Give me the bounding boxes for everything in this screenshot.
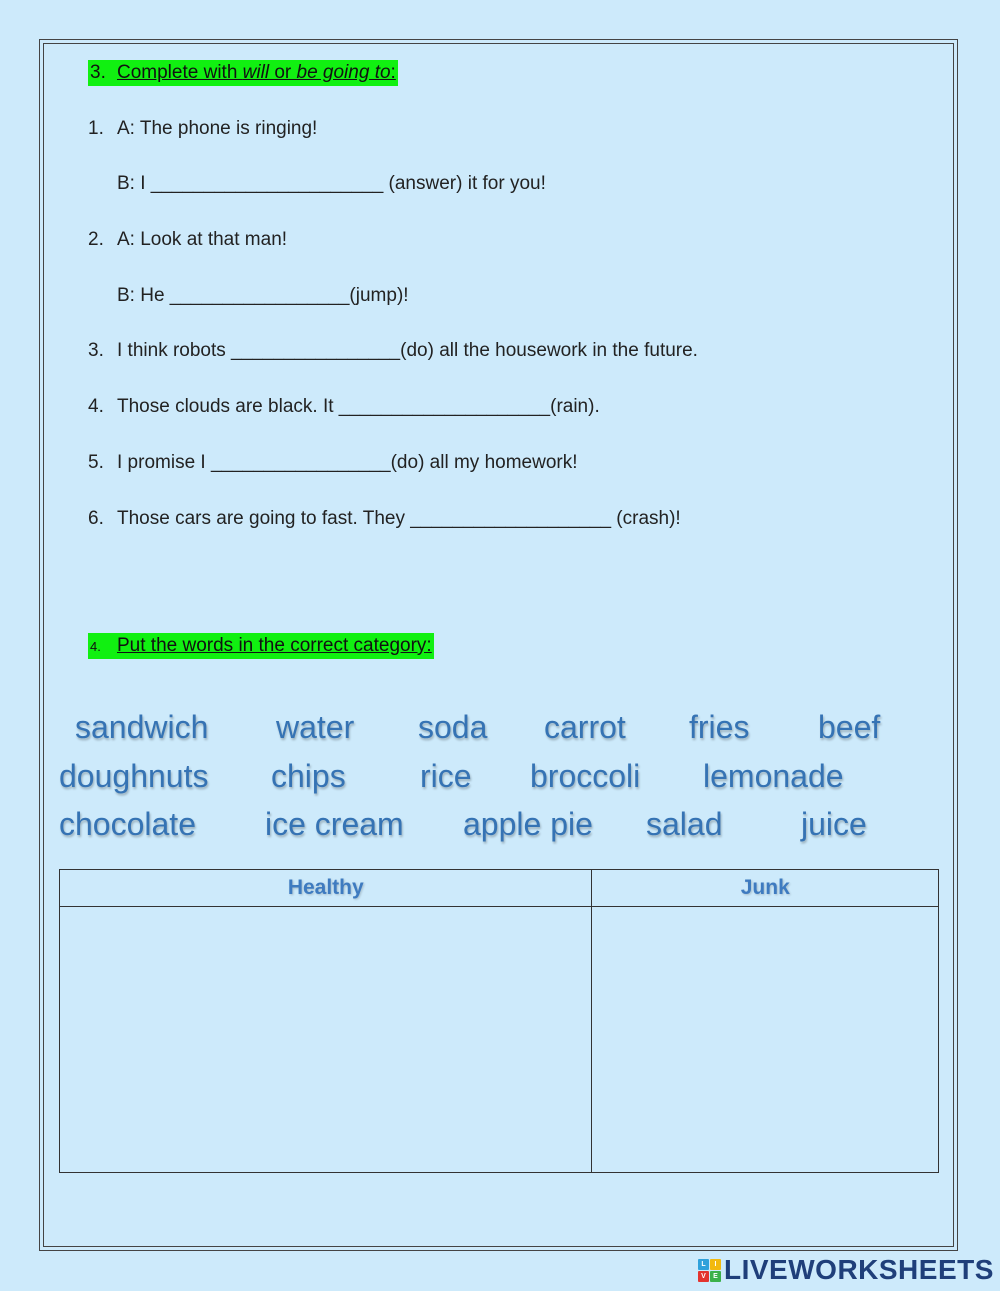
- section3-title-or: or: [269, 62, 297, 83]
- word-doughnuts[interactable]: doughnuts: [59, 758, 209, 794]
- section3-number: 3.: [90, 62, 106, 83]
- word-chips[interactable]: chips: [271, 758, 346, 794]
- word-fries[interactable]: fries: [689, 709, 750, 745]
- section3-title-will: will: [242, 62, 270, 83]
- drop-zone-healthy[interactable]: [60, 907, 592, 1173]
- drop-zone-junk[interactable]: [592, 907, 939, 1173]
- item-text: B: He _________________(jump)!: [117, 285, 409, 306]
- liveworksheets-brand: [698, 1255, 994, 1285]
- section3-title-suffix: :: [390, 62, 396, 83]
- header-junk: Junk: [592, 870, 939, 907]
- word-water[interactable]: water: [276, 709, 355, 745]
- section3-title-going: be going to: [296, 62, 391, 83]
- section4-number: 4.: [90, 639, 101, 654]
- item-number: 3.: [88, 340, 104, 361]
- word-ice-cream[interactable]: ice cream: [265, 806, 404, 842]
- section4-heading: [88, 633, 434, 659]
- item-number: 4.: [88, 396, 104, 417]
- section4-title: Put the words in the correct category:: [117, 635, 432, 656]
- word-beef[interactable]: beef: [818, 709, 881, 745]
- item-text: I think robots ________________(do) all the housework in the future.: [117, 340, 698, 361]
- word-apple-pie[interactable]: apple pie: [463, 806, 593, 842]
- section3-title-prefix: Complete with: [117, 62, 243, 83]
- word-soda[interactable]: soda: [418, 709, 488, 745]
- item-number: 1.: [88, 118, 104, 139]
- word-salad[interactable]: salad: [646, 806, 723, 842]
- item-text: A: The phone is ringing!: [117, 118, 318, 139]
- word-broccoli[interactable]: broccoli: [530, 758, 641, 794]
- category-table: [59, 869, 939, 1173]
- liveworksheets-name: LIVEWORKSHEETS: [724, 1254, 994, 1285]
- word-lemonade[interactable]: lemonade: [703, 758, 844, 794]
- liveworksheets-logo-icon: L I V E: [698, 1259, 721, 1282]
- word-carrot[interactable]: carrot: [544, 709, 626, 745]
- item-text: Those cars are going to fast. They ___________________ (crash)!: [117, 508, 681, 529]
- word-chocolate[interactable]: chocolate: [59, 806, 196, 842]
- item-text: I promise I _________________(do) all my homework!: [117, 452, 578, 473]
- word-juice[interactable]: juice: [801, 806, 867, 842]
- item-number: 6.: [88, 508, 104, 529]
- item-number: 2.: [88, 229, 104, 250]
- item-text: A: Look at that man!: [117, 229, 288, 250]
- item-number: 5.: [88, 452, 104, 473]
- word-rice[interactable]: rice: [420, 758, 472, 794]
- word-sandwich[interactable]: sandwich: [75, 709, 209, 745]
- item-text: B: I ______________________ (answer) it for you!: [117, 173, 546, 194]
- item-text: Those clouds are black. It ____________________(rain).: [117, 396, 600, 417]
- section3-heading: [88, 60, 398, 86]
- header-healthy: Healthy: [60, 870, 592, 907]
